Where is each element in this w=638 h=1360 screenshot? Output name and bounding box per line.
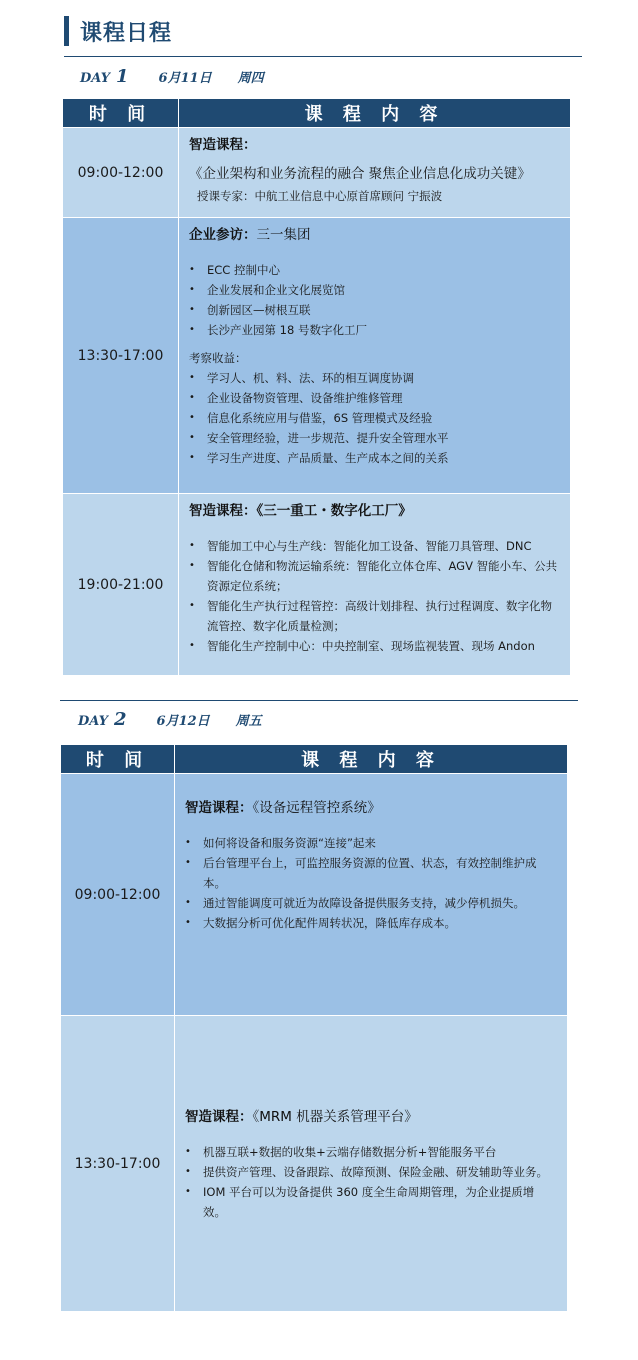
list-item: • 智能化生产执行过程管控：高级计划排程、执行过程调度、数字化物流管控、数字化质量检测； [189,596,560,636]
day2-date: 6月12日 [156,714,210,729]
list-item: • 通过智能调度可就近为故障设备提供服务支持，减少停机损失。 [185,893,557,913]
heading-rest: 《设备远程管控系统》 [252,799,381,816]
list-item: • 安全管理经验，进一步规范、提升安全管理水平 [189,428,560,448]
session-content [175,774,568,1016]
list-item: • 企业发展和企业文化展览馆 [189,280,560,300]
session-time: 09:00-12:00 [63,128,179,218]
list-item: • 智能化仓储和物流运输系统：智能化立体仓库、AGV 智能小车、公共资源定位系统； [189,556,560,596]
day1-weekday: 周四 [237,71,264,86]
page-title-section [64,14,582,57]
heading-label: 企业参访： [189,227,257,243]
topic-list [189,536,560,656]
session-content [179,128,571,218]
session-heading [189,224,560,246]
visit-list [189,260,560,340]
day2-weekday: 周五 [235,714,262,729]
heading-label: 智造课程： [185,1108,253,1125]
heading-rest: 三一集团 [256,227,311,243]
topic-list [185,1142,557,1222]
session-time: 13:30-17:00 [63,218,179,494]
list-item: • 大数据分析可优化配件周转状况，降低库存成本。 [185,913,557,933]
heading-rest: 《MRM 机器关系管理平台》 [252,1108,418,1125]
list-item: • 如何将设备和服务资源“连接”起来 [185,833,557,853]
day2-schedule-table [60,744,568,1312]
day1-header [80,66,290,87]
session-time: 19:00-21:00 [63,494,179,676]
session-content [179,494,571,676]
session-content [179,218,571,494]
session-heading [185,797,557,819]
list-item: • 学习人、机、料、法、环的相互调度协调 [189,368,560,388]
list-item: • IOM 平台可以为设备提供 360 度全生命周期管理，为企业提质增效。 [185,1182,557,1222]
session-heading: 智造课程：《三一重工・数字化工厂》 [189,503,412,519]
list-item: • 机器互联+数据的收集+云端存储数据分析+智能服务平台 [185,1142,557,1162]
time-header: 时 间 [63,99,179,128]
list-item: • ECC 控制中心 [189,260,560,280]
session-content [175,1016,568,1312]
table-row [61,774,568,1016]
gains-label: 考察收益： [189,351,247,365]
session-heading: 智造课程： [189,137,257,153]
gains-list [189,368,560,468]
table-row [61,1016,568,1312]
list-item: • 创新园区—树根互联 [189,300,560,320]
day1-number: 1 [116,66,129,87]
day2-label: DAY [78,714,108,729]
day-separator [60,700,578,701]
time-header: 时 间 [61,745,175,774]
lecturer-line: 授课专家：中航工业信息中心原首席顾问 宁振波 [197,189,443,203]
session-heading [185,1106,557,1128]
course-title: 《企业架构和业务流程的融合 聚焦企业信息化成功关键》 [189,166,531,182]
topic-list [185,833,557,933]
list-item: • 提供资产管理、设备跟踪、故障预测、保险金融、研发辅助等业务。 [185,1162,557,1182]
day2-number: 2 [114,709,127,730]
list-item: • 后台管理平台上，可监控服务资源的位置、状态，有效控制维护成本。 [185,853,557,893]
table-row [63,128,571,218]
day2-header [78,709,288,730]
page-title: 课程日程 [80,21,173,46]
content-header: 课 程 内 容 [175,745,568,774]
session-time: 13:30-17:00 [61,1016,175,1312]
day1-schedule-table [62,98,571,676]
day1-date: 6月11日 [158,71,212,86]
table-row [63,494,571,676]
table-row [63,218,571,494]
heading-label: 智造课程： [185,799,253,816]
day2-header-row [61,745,568,774]
content-header: 课 程 内 容 [179,99,571,128]
day1-header-row [63,99,571,128]
list-item: • 长沙产业园第 18 号数字化工厂 [189,320,560,340]
list-item: • 企业设备物资管理、设备维护维修管理 [189,388,560,408]
list-item: • 智能加工中心与生产线：智能化加工设备、智能刀具管理、DNC [189,536,560,556]
list-item: • 智能化生产控制中心：中央控制室、现场监视装置、现场 Andon [189,636,560,656]
list-item: • 信息化系统应用与借鉴，6S 管理模式及经验 [189,408,560,428]
list-item: • 学习生产进度、产品质量、生产成本之间的关系 [189,448,560,468]
session-time: 09:00-12:00 [61,774,175,1016]
day1-label: DAY [80,71,110,86]
title-accent-bar [64,16,69,46]
